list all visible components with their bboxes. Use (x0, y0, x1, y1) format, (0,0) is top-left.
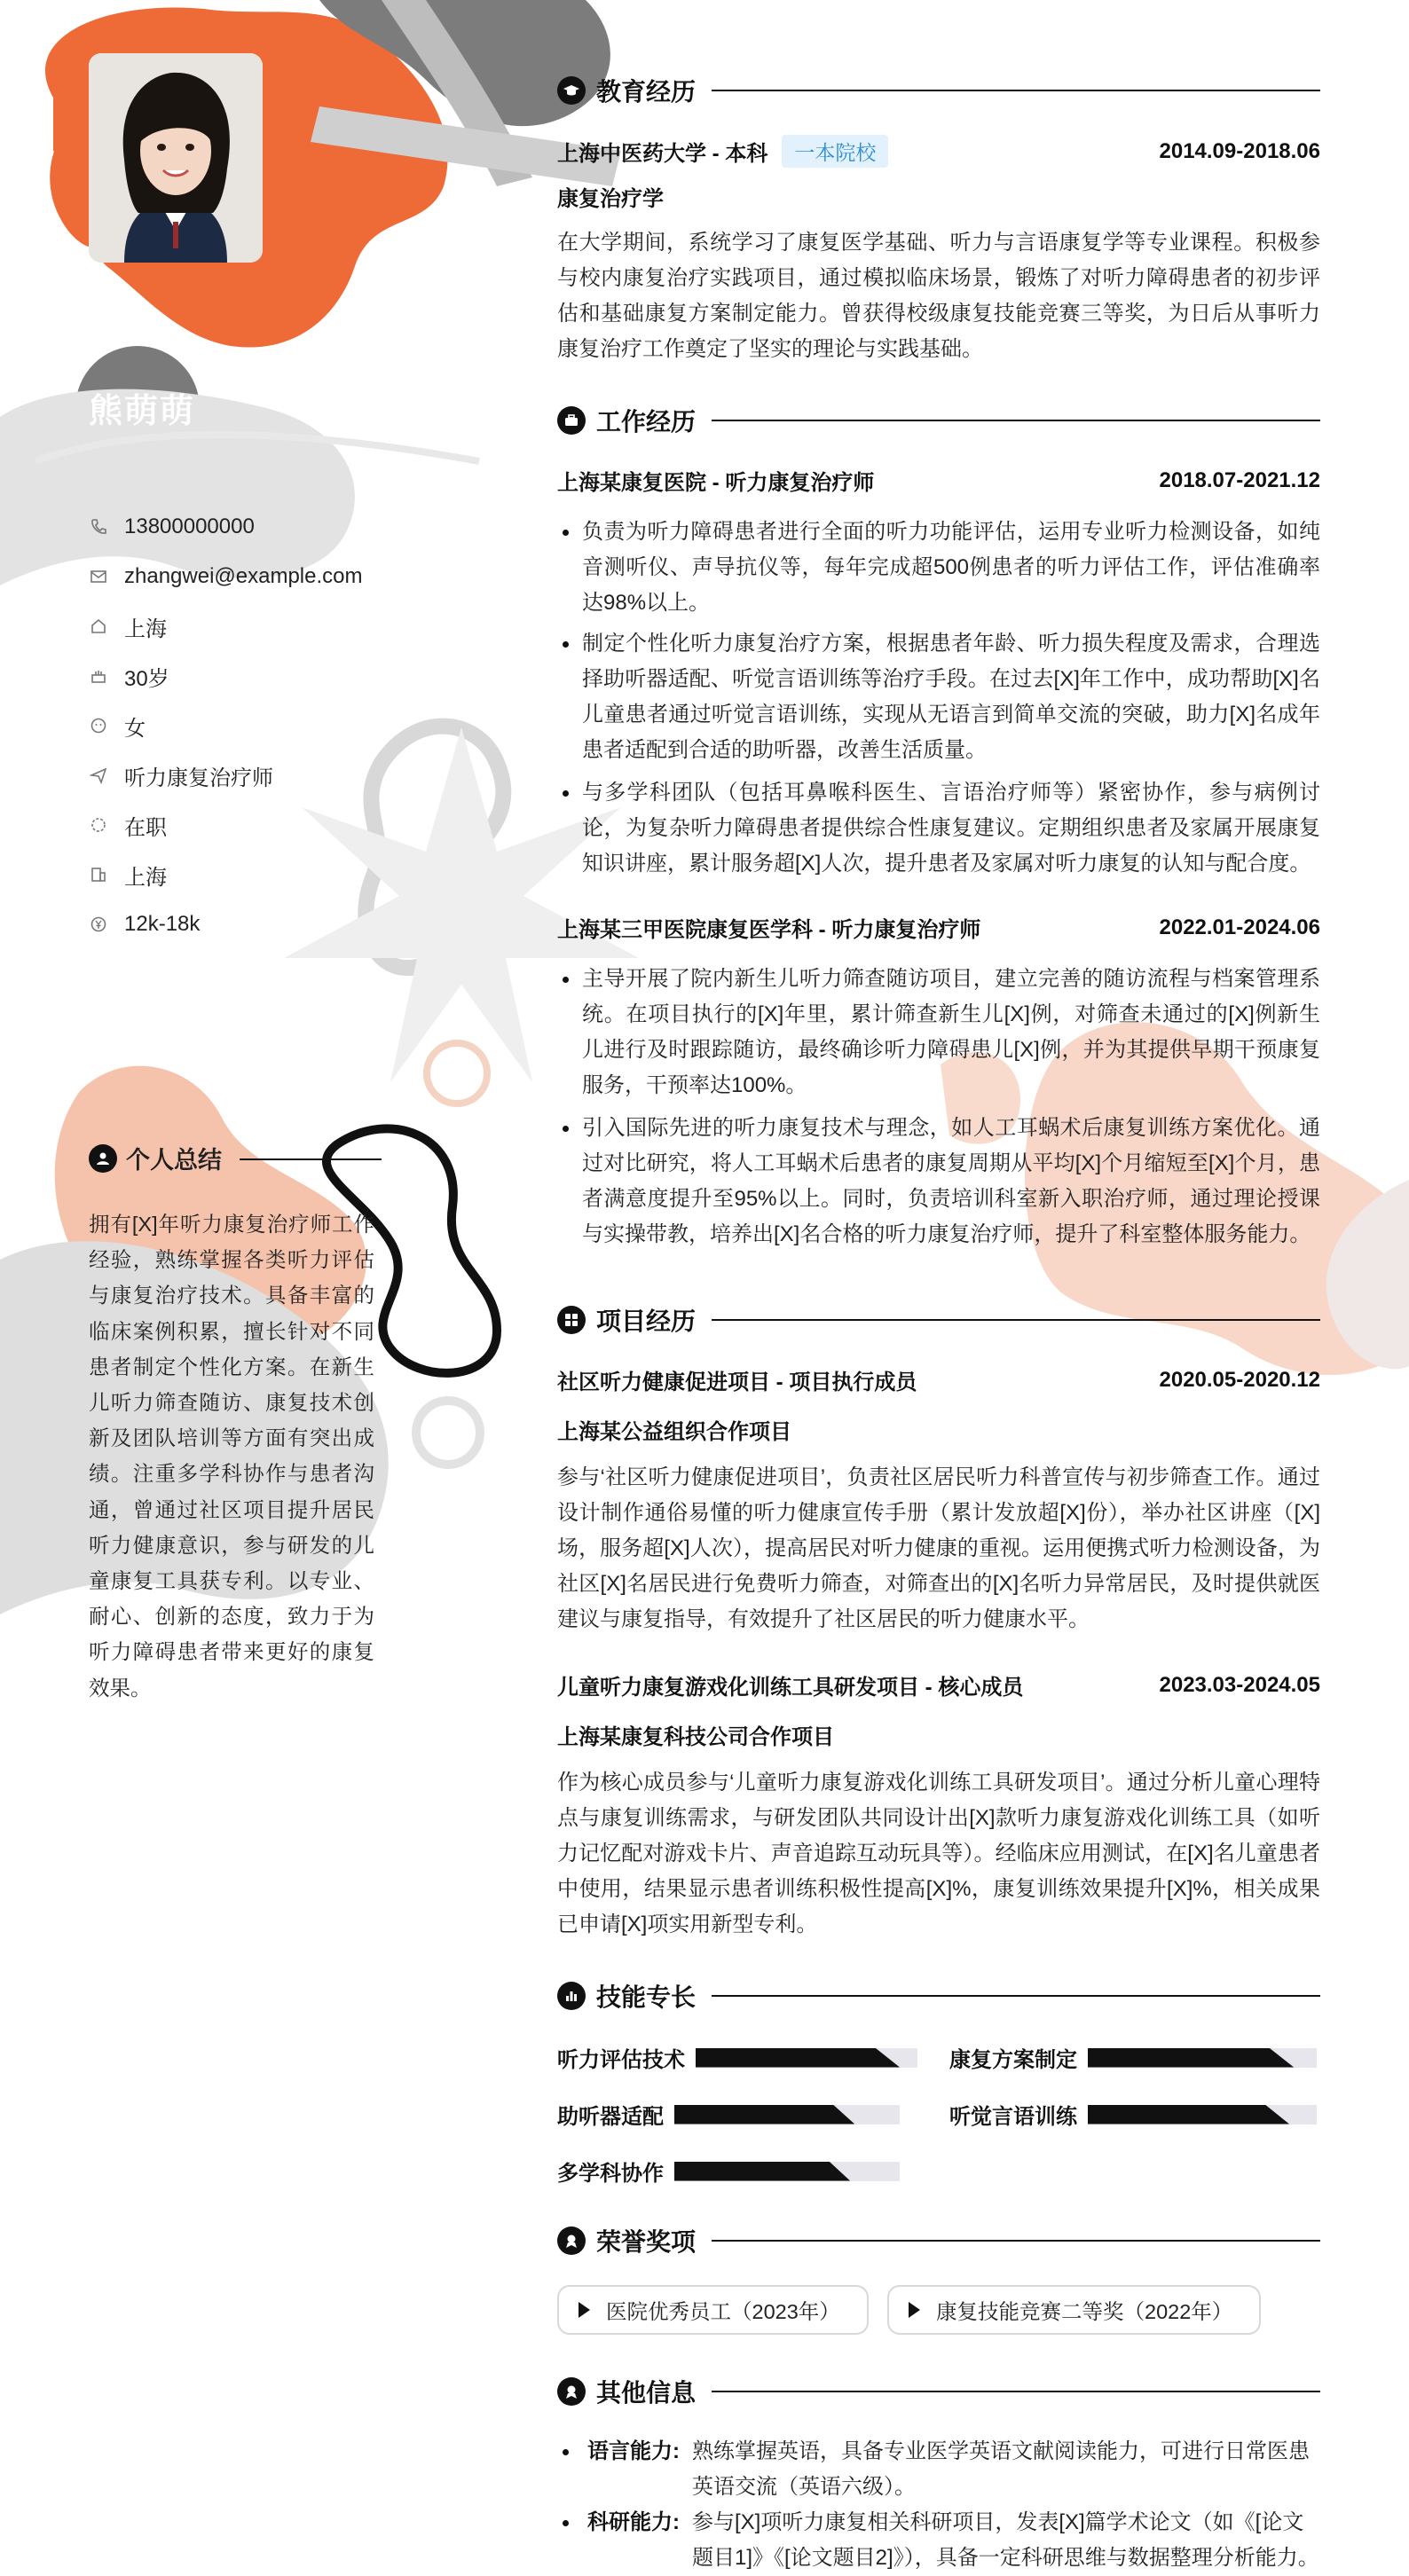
skill-bar-fill (674, 2162, 850, 2181)
salary-value: 12k-18k (124, 912, 201, 936)
award-label: 医院优秀员工（2023年） (606, 2300, 840, 2323)
play-triangle-icon (579, 2302, 590, 2318)
skill-name: 听力评估技术 (557, 2048, 685, 2072)
project-date: 2020.05-2020.12 (1159, 1367, 1320, 1392)
phone-value: 13800000000 (124, 514, 255, 538)
education-major: 康复治疗学 (557, 187, 664, 211)
bar-chart-icon (557, 1982, 586, 2010)
project-name: 社区听力健康促进项目 - 项目执行成员 (557, 1370, 917, 1394)
education-heading (557, 73, 1320, 108)
skill-item (949, 2042, 1317, 2073)
other-title: 其他信息 (596, 2379, 697, 2407)
contact-salary (89, 899, 363, 949)
summary-heading (89, 1141, 222, 1175)
school-tag-badge: 一本院校 (782, 135, 888, 168)
skill-bar-fill (696, 2048, 900, 2068)
job-bullet: 与多学科团队（包括耳鼻喉科医生、言语治疗师等）紧密协作，参与病例讨论，为复杂听力障碍患者提供综合性康复建议。定期组织患者及家属开展康复知识讲座，累计服务超[X]人次，提升患者及家属对听力康复的认知与配合度。 (557, 775, 1320, 882)
face-icon (89, 716, 108, 735)
portrait-image (89, 53, 263, 263)
work-heading (557, 403, 1320, 438)
contact-age (89, 651, 363, 701)
project-date: 2023.03-2024.05 (1159, 1672, 1320, 1697)
project-org: 上海某康复科技公司合作项目 (557, 1725, 834, 1749)
section-divider (712, 2391, 1320, 2392)
skill-item (949, 2099, 1317, 2130)
skill-bar (674, 2162, 900, 2181)
phone-icon (89, 517, 108, 537)
project-description: 作为核心成员参与‘儿童听力康复游戏化训练工具研发项目’。通过分析儿童心理特点与康复训练需求，与研发团队共同设计出[X]款听力康复游戏化训练工具（如听力记忆配对游戏卡片、声音追踪互动玩具等）。经临床应用测试，在[X]名儿童患者中使用，结果显示患者训练积极性提高[X]%，康复训练效果提升[X]%，相关成果已申请[X]项实用新型专利。 (557, 1771, 1320, 1936)
section-divider (712, 2240, 1320, 2242)
other-heading (557, 2374, 1320, 2409)
email-value: zhangwei@example.com (124, 564, 363, 588)
user-icon (89, 1144, 117, 1173)
building-icon (89, 865, 108, 884)
contact-gender (89, 701, 363, 750)
education-date: 2014.09-2018.06 (1159, 138, 1320, 163)
summary-text: 拥有[X]年听力康复治疗师工作经验，熟练掌握各类听力评估与康复治疗技术。具备丰富的临床案例积累，擅长针对不同患者制定个性化方案。在新生儿听力筛查随访、康复技术创新及团队培训等方面有突出成绩。注重多学科协作与患者沟通，曾通过社区项目提升居民听力健康意识，参与研发的儿童康复工具获专利。以专业、耐心、创新的态度，致力于为听力障碍患者带来更好的康复效果。 (89, 1213, 374, 1700)
award-chip (557, 2285, 869, 2335)
job-bullet: 负责为听力障碍患者进行全面的听力功能评估，运用专业听力检测设备，如纯音测听仪、声导抗仪等，每年完成超500例患者的听力评估工作，评估准确率达98%以上。 (557, 514, 1320, 621)
job-org: 上海某康复医院 - 听力康复治疗师 (557, 471, 875, 495)
skill-bar-fill (674, 2105, 854, 2124)
section-divider (712, 90, 1320, 91)
other-item (557, 2434, 1320, 2505)
skill-item (557, 2099, 900, 2130)
skill-item (557, 2156, 900, 2187)
other-item (557, 2505, 1320, 2576)
position-value: 听力康复治疗师 (124, 766, 273, 790)
skill-item (557, 2042, 917, 2073)
job-bullet: 引入国际先进的听力康复技术与理念，如人工耳蜗术后康复训练方案优化。通过对比研究，将人工耳蜗术后患者的康复周期从平均[X]个月缩短至[X]个月，患者满意度提升至95%以上。同时，负责培训科室新入职治疗师，通过理论授课与实操带教，培养出[X]名合格的听力康复治疗师，提升了科室整体服务能力。 (557, 1111, 1320, 1253)
gender-value: 女 (124, 716, 146, 741)
project-org: 上海某公益组织合作项目 (557, 1420, 791, 1444)
other-value: 参与[X]项听力康复相关科研项目，发表[X]篇学术论文（如《[论文题目1]》《[论文题目2]》），具备一定科研思维与数据整理分析能力。 (692, 2510, 1319, 2570)
job-row (557, 465, 1320, 496)
contact-phone (89, 502, 363, 552)
skill-bar (696, 2048, 917, 2068)
skills-heading (557, 1978, 1320, 2014)
contact-location (89, 601, 363, 651)
briefcase-icon (557, 406, 586, 435)
skills-title: 技能专长 (596, 1983, 697, 2011)
award-icon (557, 2227, 586, 2255)
job-bullet: 制定个性化听力康复治疗方案，根据患者年龄、听力损失程度及需求，合理选择助听器适配、听觉言语训练等治疗手段。在过去[X]年工作中，成功帮助[X]名儿童患者通过听觉言语训练，实现从无语言到简单交流的突破，助力[X]名成年患者适配到合适的助听器，改善生活质量。 (557, 626, 1320, 768)
skill-bar-fill (1088, 2105, 1289, 2124)
section-divider (712, 1995, 1320, 1997)
graduation-cap-icon (557, 76, 586, 105)
section-divider (712, 1319, 1320, 1321)
skill-bar (1088, 2105, 1317, 2124)
other-key: 科研能力: (587, 2510, 680, 2534)
skill-name: 多学科协作 (557, 2162, 664, 2186)
summary-divider (240, 1158, 382, 1160)
avatar (89, 53, 263, 263)
contact-position (89, 750, 363, 800)
contact-city (89, 850, 363, 899)
school-name: 上海中医药大学 - 本科 (557, 142, 768, 166)
skill-name: 助听器适配 (557, 2105, 664, 2129)
skill-bar-fill (1088, 2048, 1294, 2068)
email-icon (89, 567, 108, 586)
send-icon (89, 766, 108, 785)
project-description: 参与‘社区听力健康促进项目’，负责社区居民听力科普宣传与初步筛查工作。通过设计制作通俗易懂的听力健康宣传手册（累计发放超[X]份），举办社区讲座（[X]场，服务超[X]人次），提高居民对听力健康的重视。运用便携式听力检测设备，为社区[X]名居民进行免费听力筛查，对筛查出的[X]名听力异常居民，及时提供就医建议与康复指导，有效提升了社区居民的听力健康水平。 (557, 1465, 1320, 1631)
yen-icon (89, 915, 108, 934)
education-description: 在大学期间，系统学习了康复医学基础、听力与言语康复学等专业课程。积极参与校内康复治疗实践项目，通过模拟临床场景，锻炼了对听力障碍患者的初步评估和基础康复方案制定能力。曾获得校级康复技能竞赛三等奖，为日后从事听力康复治疗工作奠定了坚实的理论与实践基础。 (557, 231, 1320, 361)
job-date: 2018.07-2021.12 (1159, 467, 1320, 492)
work-title: 工作经历 (596, 408, 697, 436)
skill-bar (674, 2105, 900, 2124)
grid-icon (557, 1306, 586, 1334)
other-key: 语言能力: (587, 2439, 680, 2463)
project-row (557, 1669, 1320, 1700)
section-divider (712, 420, 1320, 421)
job-org: 上海某三甲医院康复医学科 - 听力康复治疗师 (557, 918, 981, 942)
summary-title: 个人总结 (126, 1147, 222, 1174)
contact-list (89, 502, 363, 949)
honors-title: 荣誉奖项 (596, 2228, 697, 2256)
job-row (557, 912, 1320, 943)
age-value: 30岁 (124, 666, 169, 691)
award-icon (557, 2377, 586, 2406)
projects-heading (557, 1302, 1320, 1338)
candidate-name: 熊萌萌 (89, 393, 196, 430)
contact-status (89, 800, 363, 850)
home-icon (89, 617, 108, 636)
project-name: 儿童听力康复游戏化训练工具研发项目 - 核心成员 (557, 1676, 1024, 1700)
skill-name: 听觉言语训练 (949, 2105, 1077, 2129)
education-row (557, 135, 1320, 168)
cake-icon (89, 666, 108, 686)
job-date: 2022.01-2024.06 (1159, 915, 1320, 939)
projects-title: 项目经历 (596, 1308, 697, 1335)
city-value: 上海 (124, 865, 167, 890)
play-triangle-icon (909, 2302, 920, 2318)
location-value: 上海 (124, 617, 167, 641)
skill-bar (1088, 2048, 1317, 2068)
other-value: 熟练掌握英语，具备专业医学英语文献阅读能力，可进行日常医患英语交流（英语六级）。 (692, 2439, 1310, 2499)
status-icon (89, 815, 108, 835)
job-bullet: 主导开展了院内新生儿听力筛查随访项目，建立完善的随访流程与档案管理系统。在项目执行的[X]年里，累计筛查新生儿[X]例，对筛查未通过的[X]例新生儿进行及时跟踪随访，最终确诊听力障碍患儿[X]例，并为其提供早期干预康复服务，干预率达100%。 (557, 962, 1320, 1103)
contact-email (89, 552, 363, 601)
education-title: 教育经历 (596, 78, 697, 106)
project-row (557, 1364, 1320, 1395)
award-chip (887, 2285, 1261, 2335)
status-value: 在职 (124, 815, 167, 840)
skill-name: 康复方案制定 (949, 2048, 1077, 2072)
honors-heading (557, 2223, 1320, 2258)
award-label: 康复技能竞赛二等奖（2022年） (936, 2300, 1233, 2323)
